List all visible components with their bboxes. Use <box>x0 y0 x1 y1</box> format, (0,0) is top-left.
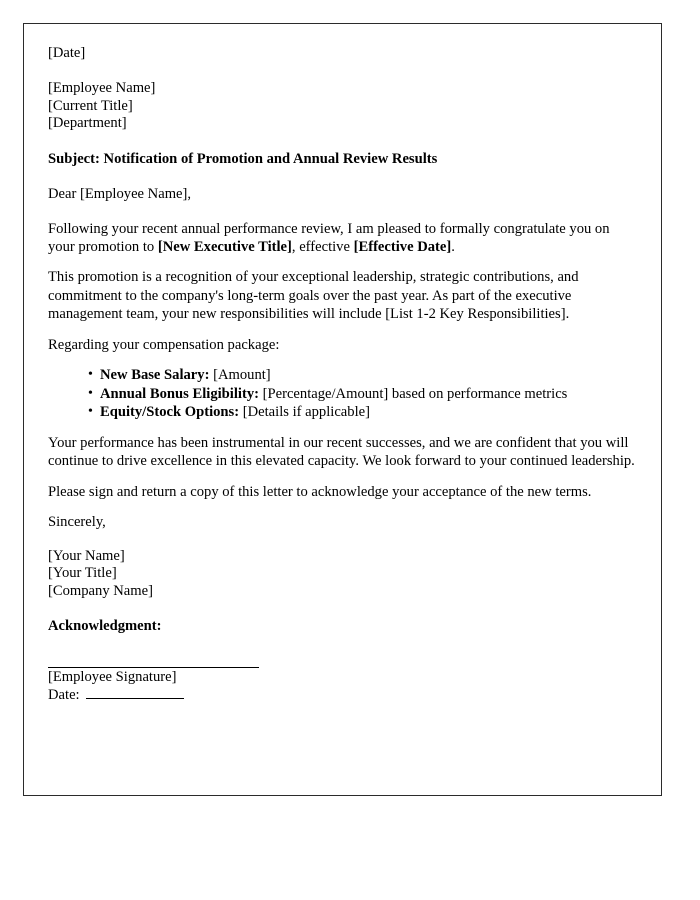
list-item <box>88 366 636 385</box>
paragraph-promotion-announcement <box>48 220 636 257</box>
signature-caption: [Employee Signature] <box>48 669 177 686</box>
paragraph-sign-and-return: Please sign and return a copy of this letter to acknowledge your acceptance of the new terms. <box>48 483 592 500</box>
effective-date-placeholder: [Effective Date] <box>353 238 452 255</box>
sender-block <box>48 548 636 601</box>
paragraph-recognition: This promotion is a recognition of your exceptional leadership, strategic contributions, and commitment to the company's long-term goals over the past year. As part of the executive management team, your new responsibilities will include [List 1-2 Key Responsibilities]. <box>48 269 579 323</box>
compensation-item-value: [Details if applicable] <box>239 404 370 421</box>
salutation: Dear [Employee Name], <box>48 185 192 202</box>
paragraph-performance: Your performance has been instrumental in our recent successes, and we are confident that you will continue to drive excellence in this elevated capacity. We look forward to your continued leadership. <box>48 434 635 470</box>
compensation-item-label: Annual Bonus Eligibility: <box>100 385 259 402</box>
sender-company: [Company Name] <box>48 582 153 599</box>
compensation-item-label: New Base Salary: <box>100 366 210 383</box>
date-label: Date: <box>48 687 80 704</box>
letter-date: [Date] <box>48 45 86 61</box>
letter-body <box>48 44 636 704</box>
compensation-item-label: Equity/Stock Options: <box>100 404 240 421</box>
compensation-list <box>48 366 636 422</box>
new-executive-title-placeholder: [New Executive Title] <box>157 238 292 255</box>
paragraph-1-part-1: Following your recent annual performance review, I am pleased to formally congratulate you on your promotion to <box>48 220 610 255</box>
spacer <box>48 256 636 268</box>
recipient-address-block <box>48 80 636 133</box>
spacer <box>48 531 636 548</box>
spacer <box>48 635 636 667</box>
paragraph-1-part-2: , effective <box>291 238 354 255</box>
spacer <box>48 600 636 617</box>
sender-title: [Your Title] <box>48 565 117 582</box>
recipient-department: [Department] <box>48 115 127 131</box>
spacer <box>48 168 636 185</box>
sender-name: [Your Name] <box>48 547 125 564</box>
spacer <box>48 324 636 336</box>
spacer <box>48 471 636 483</box>
spacer <box>48 422 636 434</box>
paragraph-1-part-3: . <box>451 238 455 255</box>
recipient-name: [Employee Name] <box>48 80 156 96</box>
compensation-item-value: [Percentage/Amount] based on performance metrics <box>258 385 568 402</box>
list-item <box>88 403 636 422</box>
closing: Sincerely, <box>48 513 106 530</box>
spacer <box>48 501 636 513</box>
spacer <box>48 203 636 220</box>
spacer <box>48 62 636 80</box>
document-page-border <box>23 23 662 796</box>
date-field-row <box>48 686 636 704</box>
compensation-item-value: [Amount] <box>209 366 271 383</box>
spacer <box>48 133 636 150</box>
date-blank-line[interactable] <box>86 686 184 699</box>
recipient-title: [Current Title] <box>48 97 133 114</box>
compensation-intro: Regarding your compensation package: <box>48 336 280 353</box>
subject-line: Subject: Notification of Promotion and Annual Review Results <box>48 150 438 167</box>
acknowledgment-heading: Acknowledgment: <box>48 618 162 635</box>
list-item <box>88 385 636 404</box>
spacer <box>48 354 636 366</box>
